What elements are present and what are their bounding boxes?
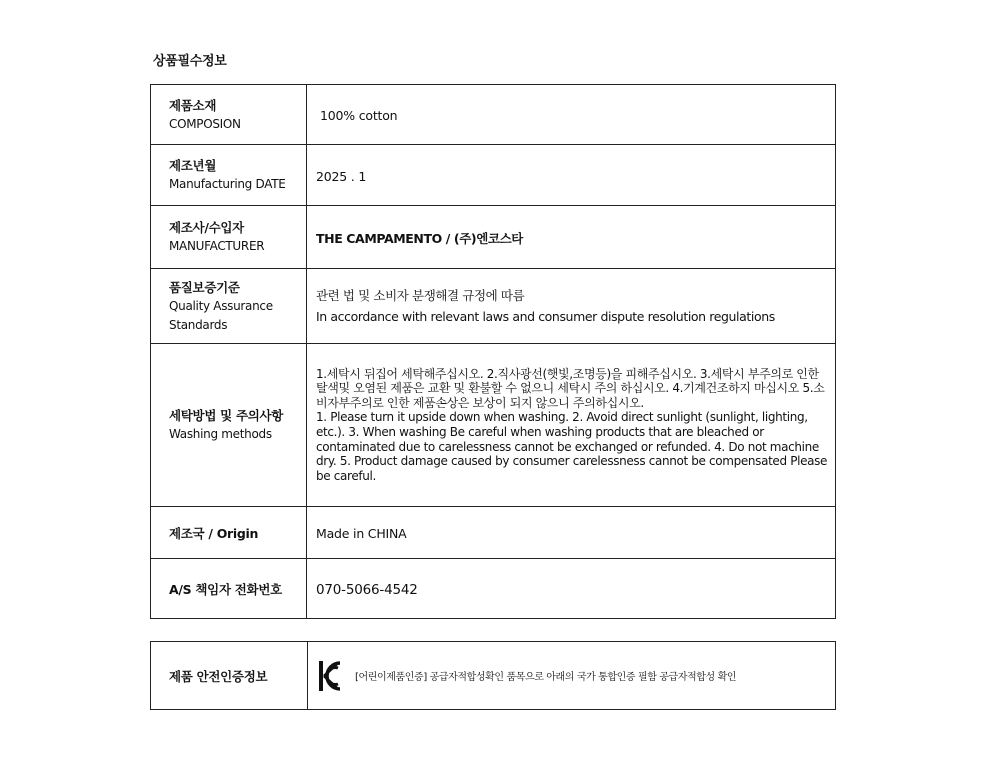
label-ko: 세탁방법 및 주의사항 bbox=[169, 408, 284, 423]
composition-value: 100% cotton bbox=[320, 108, 398, 123]
certification-label: 제품 안전인증정보 bbox=[169, 668, 268, 684]
label-en: Quality Assurance Standards bbox=[169, 298, 273, 332]
washing-methods-ko: 1.세탁시 뒤집어 세탁해주십시오. 2.직사광선(햇빛,조명등)을 피해주십시오. 3.세탁시 부주의로 인한 탈색및 오염된 제품은 교환 및 환불할 수 없으니 세탁시 주의 하십시오. 4.기계건조하지 마십시오 5.소비자부주의로 인한 제품손상은 보상이 되지 않으니 주의하십시오. bbox=[316, 366, 825, 410]
label-ko: 제조년월 bbox=[169, 158, 217, 173]
value-cell bbox=[307, 269, 836, 344]
label-cell bbox=[151, 642, 308, 710]
label-cell bbox=[151, 85, 307, 145]
certification-content bbox=[309, 659, 834, 693]
value-cell bbox=[307, 145, 836, 206]
label-cell bbox=[151, 507, 307, 559]
section-title: 상품필수정보 bbox=[153, 54, 227, 69]
table-row bbox=[151, 85, 836, 145]
value-cell bbox=[307, 507, 836, 559]
manufacturer-value: THE CAMPAMENTO / (주)엔코스타 bbox=[316, 230, 523, 246]
product-info-table bbox=[150, 84, 836, 619]
label-en: MANUFACTURER bbox=[169, 239, 265, 253]
label-ko: 품질보증기준 bbox=[169, 279, 240, 295]
value-cell bbox=[307, 85, 836, 145]
certification-text: [어린이제품인증] 공급자적합성확인 품목으로 아래의 국가 통합인증 필함 공급자적합성 확인 bbox=[355, 672, 737, 683]
label-cell bbox=[151, 559, 307, 619]
label-en: COMPOSION bbox=[169, 116, 241, 131]
label-cell bbox=[151, 145, 307, 206]
certification-table bbox=[150, 641, 836, 710]
origin-value: Made in CHINA bbox=[316, 526, 407, 541]
label-ko: 제품소재 bbox=[169, 97, 217, 113]
label-cell bbox=[151, 206, 307, 269]
as-phone-value: 070-5066-4542 bbox=[316, 582, 418, 598]
value-cell bbox=[308, 642, 836, 710]
table-row bbox=[151, 642, 836, 710]
washing-methods-en: 1. Please turn it upside down when washing. 2. Avoid direct sunlight (sunlight, lighting, etc.). 3. When washing Be careful when washing products that are bleached or contaminated due to carelessness cannot be exchanged or refunded. 4. Do not machine dry. 5. Product damage caused by consumer carelessness cannot be compensated Please be careful. bbox=[316, 410, 828, 483]
table-row bbox=[151, 507, 836, 559]
manufacturing-date-value: 2025 . 1 bbox=[316, 168, 367, 184]
origin-label: 제조국 / Origin bbox=[169, 525, 259, 541]
table-row bbox=[151, 344, 836, 507]
label-cell bbox=[151, 269, 307, 344]
table-row bbox=[151, 145, 836, 206]
table-row bbox=[151, 206, 836, 269]
quality-assurance-en: In accordance with relevant laws and consumer dispute resolution regulations bbox=[316, 309, 775, 324]
label-ko: 제조사/수입자 bbox=[169, 220, 244, 235]
value-cell bbox=[307, 559, 836, 619]
label-en: Manufacturing DATE bbox=[169, 177, 286, 191]
label-cell bbox=[151, 344, 307, 507]
table-row bbox=[151, 269, 836, 344]
table-row bbox=[151, 559, 836, 619]
washing-methods-cell bbox=[307, 344, 836, 507]
label-en: Washing methods bbox=[169, 427, 272, 441]
as-phone-label: A/S 책임자 전화번호 bbox=[169, 581, 282, 597]
kc-mark-icon bbox=[318, 659, 344, 693]
quality-assurance-ko: 관련 법 및 소비자 분쟁해결 규정에 따름 bbox=[316, 288, 525, 303]
value-cell bbox=[307, 206, 836, 269]
